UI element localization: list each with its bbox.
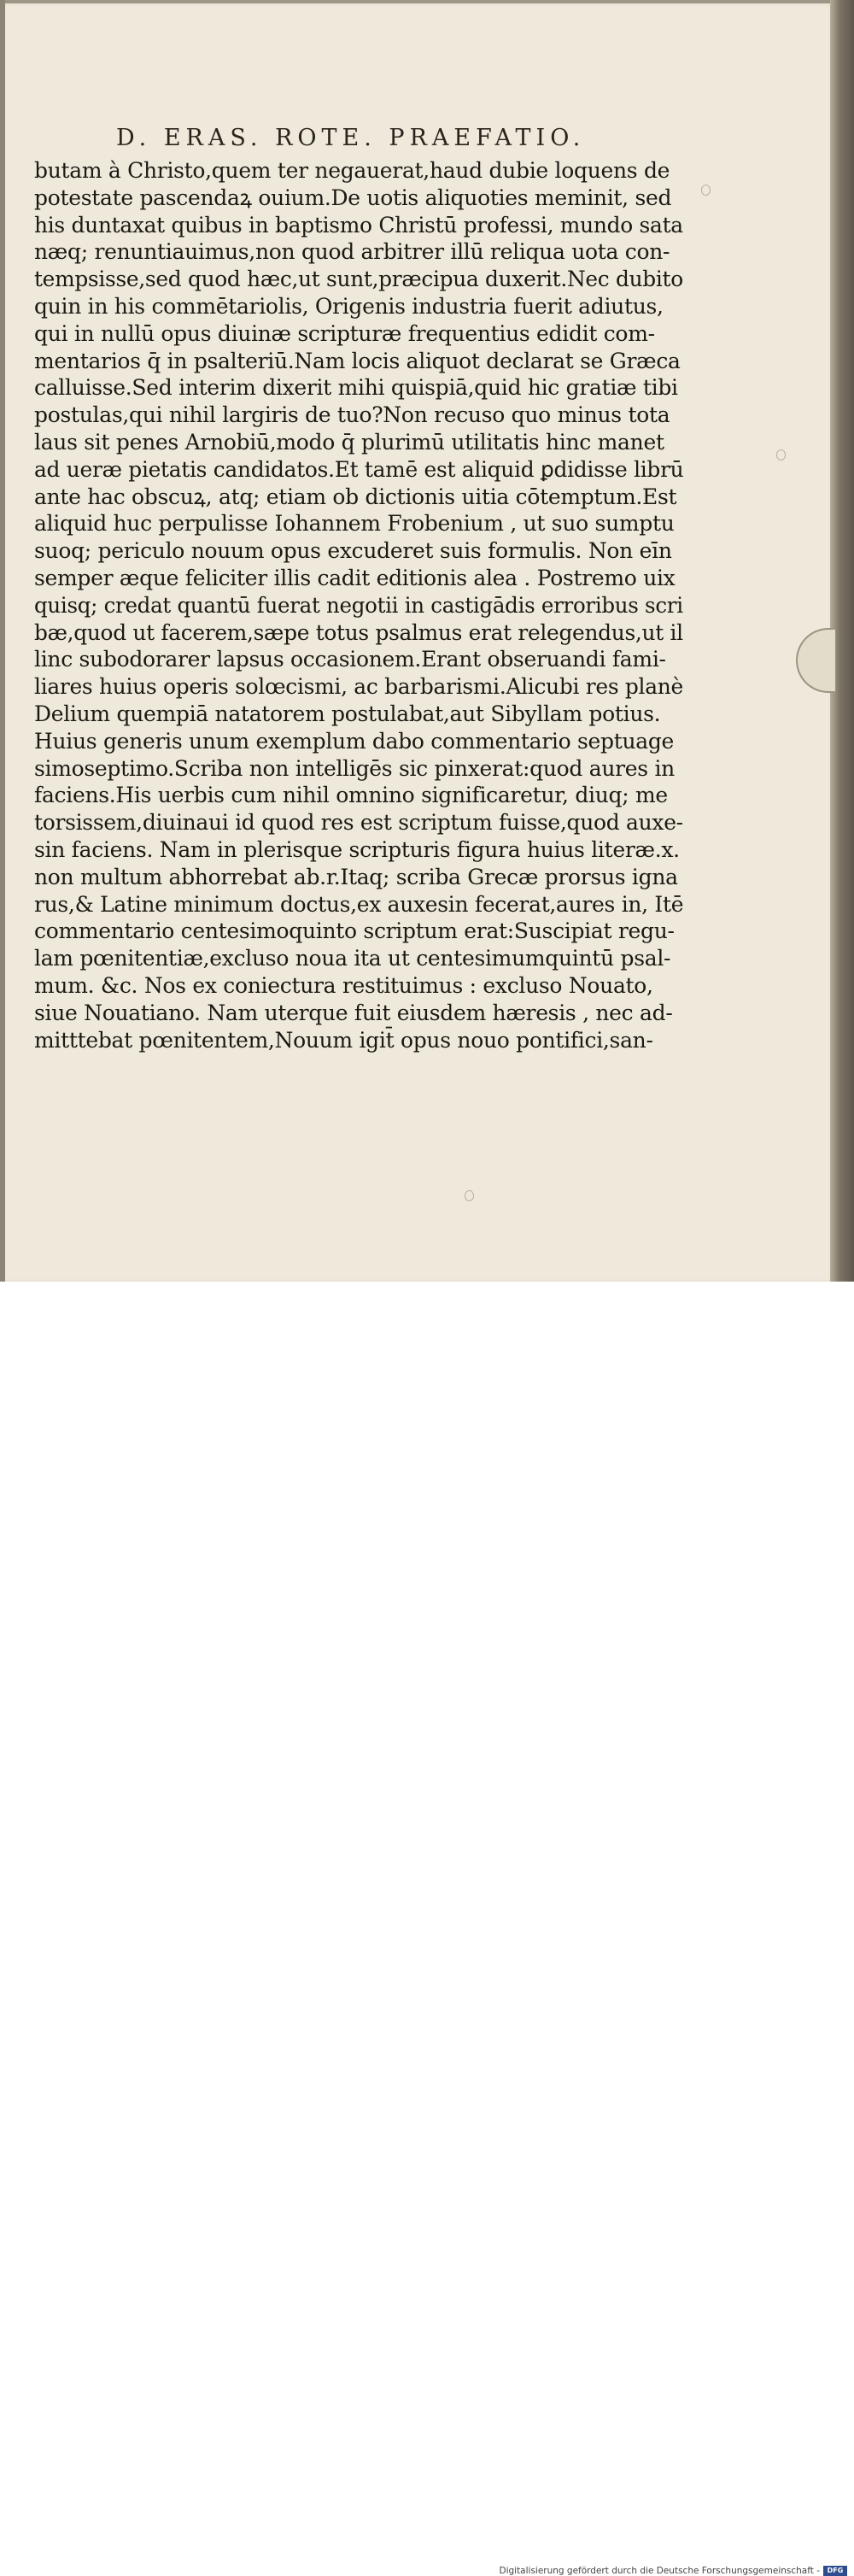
- text-line: aliquid huc perpulisse Iohannem Frobenium , ut suo sumptu: [34, 511, 675, 537]
- text-line: torsissem,diuinaui id quod res est scriptum fuisse,quod auxe-: [34, 810, 683, 836]
- text-line: linc subodorarer lapsus occasionem.Erant obseruandi fami-: [34, 647, 666, 672]
- text-line: quisq; credat quantū fuerat negotii in castigādis erroribus scri: [34, 592, 683, 618]
- text-line: Delium quempiā natatorem postulabat,aut Sibyllam potius.: [34, 701, 661, 726]
- funding-credit: Digitalisierung gefördert durch die Deutsche Forschungsgemeinschaft -: [499, 2566, 820, 2576]
- text-line: quin in his commētariolis, Origenis industria fuerit adiutus,: [34, 293, 664, 319]
- text-line: mum. &c. Nos ex coniectura restituimus : excluso Nouato,: [34, 972, 653, 998]
- text-line: commentario centesimoquinto scriptum erat:Suscipiat regu-: [34, 918, 675, 944]
- text-line: ante hac obscuꝝ, atq; etiam ob dictionis uitia cōtemptum.Est: [34, 484, 677, 509]
- text-line: bæ,quod ut facerem,sæpe totus psalmus erat relegendus,ut il: [34, 619, 683, 645]
- text-line: næq; renuntiauimus,non quod arbitrer illū reliqua uota con-: [34, 239, 670, 265]
- text-line: butam à Christo,quem ter negauerat,haud dubie loquens de: [34, 158, 670, 183]
- text-line: semper æque feliciter illis cadit editionis alea . Postremo uix: [34, 565, 676, 590]
- scan-left-shadow: [0, 0, 5, 1282]
- text-line: Huius generis unum exemplum dabo commentario septuage: [34, 728, 675, 754]
- text-line: calluisse.Sed interim dixerit mihi quispiā,quid hic gratiæ tibi: [34, 375, 678, 401]
- paper-blemish: [701, 185, 711, 196]
- text-line: ad ueræ pietatis candidatos.Et tamē est aliquid ꝑdidisse librū: [34, 456, 684, 482]
- text-line: postulas,qui nihil largiris de tuo?Non recuso quo minus tota: [34, 402, 670, 428]
- paper-blemish: [776, 449, 786, 461]
- body-text: [34, 157, 683, 1053]
- scan-image: [0, 0, 854, 1282]
- text-line: tempsisse,sed quod hæc,ut sunt,præcipua duxerit.Nec dubito: [34, 267, 683, 292]
- text-line: laus sit penes Arnobiū,modo q̄ plurimū utilitatis hinc manet: [34, 429, 664, 455]
- text-line: siue Nouatiano. Nam uterque fuit eiusdem hæresis , nec ad-: [34, 1000, 673, 1025]
- paper-blemish: [465, 1190, 474, 1201]
- text-line: rus,& Latine minimum doctus,ex auxesin fecerat,aures in, Itē: [34, 891, 684, 917]
- text-line: lam pœnitentiæ,excluso noua ita ut centesimumquintū psal-: [34, 946, 671, 971]
- text-line: mentarios q̄ in psalteriū.Nam locis aliquot declarat se Græca: [34, 348, 681, 373]
- text-line: mitttebat pœnitentem,Nouum igit̄ opus nouo pontifici,san-: [34, 1027, 653, 1053]
- text-line: qui in nullū opus diuinæ scripturæ frequentius edidit com-: [34, 320, 655, 346]
- book-page: [3, 3, 834, 1282]
- text-line: non multum abhorrebat ab.r.Itaq; scriba Grecæ prorsus igna: [34, 864, 678, 889]
- text-line: faciens.His uerbis cum nihil omnino significaretur, diuq; me: [34, 783, 668, 808]
- text-line: potestate pascendaꝝ ouium.De uotis aliquoties meminit, sed: [34, 185, 672, 210]
- text-line: simoseptimo.Scriba non intelligēs sic pinxerat:quod aures in: [34, 755, 675, 781]
- dfg-logo: DFG: [823, 2566, 847, 2576]
- text-line: sin faciens. Nam in plerisque scripturis figura huius literæ.x.: [34, 836, 680, 862]
- text-line: liares huius operis solœcismi, ac barbarismi.Alicubi res planè: [34, 674, 683, 700]
- running-head: D. ERAS. ROTE. PRAEFATIO.: [116, 125, 586, 151]
- text-line: suoq; periculo nouum opus excuderet suis formulis. Non eīn: [34, 538, 672, 564]
- footer-bar: [0, 1282, 854, 2576]
- text-line: his duntaxat quibus in baptismo Christū professi, mundo sata: [34, 212, 683, 238]
